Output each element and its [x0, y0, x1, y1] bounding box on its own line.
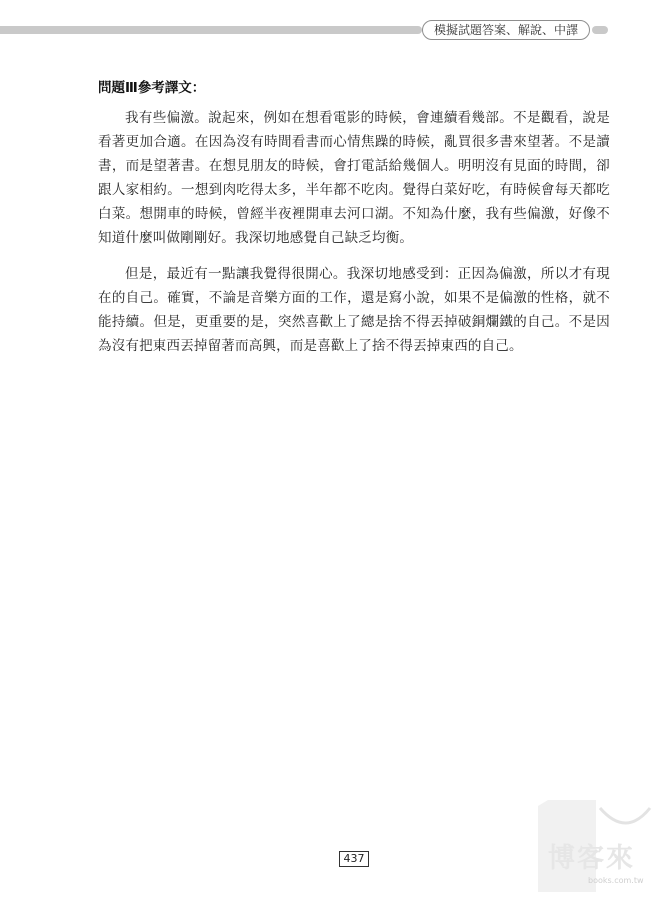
main-content	[98, 76, 610, 370]
section-title: 問題Ⅲ參考譯文：	[98, 80, 206, 96]
paragraph-2: 但是，最近有一點讓我覺得很開心。我深切地感受到：正因為偏激，所以才有現在的自己。確實，不論是音樂方面的工作，還是寫小說，如果不是偏激的性格，就不能持續。但是，更重要的是，突然喜歡上了總是捨不得丟掉破銅爛鐵的自己。不是因為沒有把東西丟掉留著而高興，而是喜歡上了捨不得丟掉東西的自己。	[98, 266, 610, 354]
paragraph-1: 我有些偏激。說起來，例如在想看電影的時候，會連續看幾部。不是觀看，說是看著更加合適。在因為沒有時間看書而心情焦躁的時候，亂買很多書來望著。不是讀書，而是望著書。在想見朋友的時候，會打電話給幾個人。明明沒有見面的時間，卻跟人家相約。一想到肉吃得太多，半年都不吃肉。覺得白菜好吃，有時候會每天都吃白菜。想開車的時候，曾經半夜裡開車去河口湖。不知為什麼，我有些偏激，好像不知道什麼叫做剛剛好。我深切地感覺自己缺乏均衡。	[98, 110, 610, 246]
watermark-brand: 博客來	[548, 843, 635, 874]
header-section-tab: 模擬試題答案、解說、中譯	[422, 20, 590, 40]
header-bar	[0, 26, 422, 34]
header-bar-end	[592, 26, 608, 34]
page-number: 437	[339, 851, 369, 867]
watermark-url: books.com.tw	[588, 876, 644, 885]
